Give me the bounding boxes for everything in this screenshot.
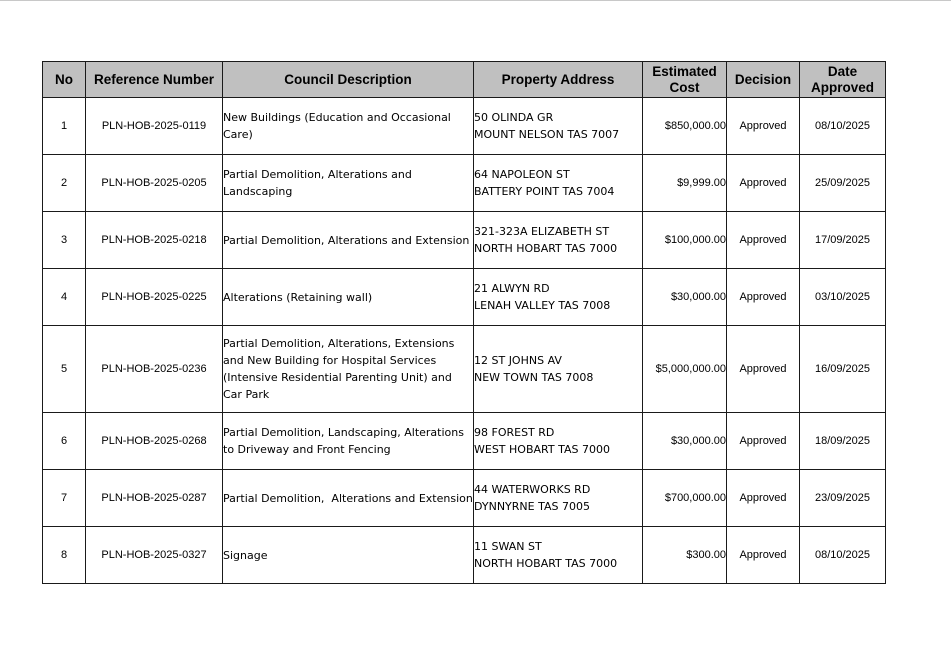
header-row [43, 62, 886, 98]
cell-reference-number: PLN-HOB-2025-0119 [86, 98, 223, 155]
cell-no: 6 [43, 413, 86, 470]
table-row [43, 98, 886, 155]
cell-decision: Approved [727, 155, 800, 212]
cell-council-description: Signage [223, 527, 474, 584]
cell-estimated-cost: $300.00 [643, 527, 727, 584]
cell-decision: Approved [727, 527, 800, 584]
header-date-approved [800, 62, 886, 98]
cell-reference-number: PLN-HOB-2025-0236 [86, 326, 223, 413]
header-property-address: Property Address [474, 62, 643, 98]
cell-property-address [474, 269, 643, 326]
cell-estimated-cost: $9,999.00 [643, 155, 727, 212]
cell-date-approved: 17/09/2025 [800, 212, 886, 269]
table-row [43, 326, 886, 413]
cell-decision: Approved [727, 326, 800, 413]
cell-estimated-cost: $30,000.00 [643, 413, 727, 470]
cell-reference-number: PLN-HOB-2025-0225 [86, 269, 223, 326]
table-row [43, 212, 886, 269]
address-street: 64 NAPOLEON ST [474, 168, 570, 181]
cell-council-description: Alterations (Retaining wall) [223, 269, 474, 326]
table-header [43, 62, 886, 98]
address-street: 50 OLINDA GR [474, 111, 554, 124]
cell-date-approved: 25/09/2025 [800, 155, 886, 212]
address-street: 98 FOREST RD [474, 426, 555, 439]
address-suburb: NORTH HOBART TAS 7000 [474, 557, 618, 570]
cell-council-description: Partial Demolition, Alterations and Extension [223, 212, 474, 269]
address-suburb: BATTERY POINT TAS 7004 [474, 185, 615, 198]
table-row [43, 413, 886, 470]
address-street: 44 WATERWORKS RD [474, 483, 591, 496]
address-street: 21 ALWYN RD [474, 282, 550, 295]
cell-decision: Approved [727, 98, 800, 155]
cell-property-address [474, 212, 643, 269]
cell-no: 5 [43, 326, 86, 413]
cell-estimated-cost: $700,000.00 [643, 470, 727, 527]
address-suburb: NEW TOWN TAS 7008 [474, 371, 594, 384]
cell-estimated-cost: $850,000.00 [643, 98, 727, 155]
header-reference-number: Reference Number [86, 62, 223, 98]
header-date-approved-line2: Approved [810, 79, 874, 95]
cell-reference-number: PLN-HOB-2025-0327 [86, 527, 223, 584]
table-row [43, 470, 886, 527]
cell-council-description: Partial Demolition, Landscaping, Alterations to Driveway and Front Fencing [223, 413, 474, 470]
cell-property-address [474, 413, 643, 470]
header-no: No [43, 62, 86, 98]
address-suburb: DYNNYRNE TAS 7005 [474, 500, 590, 513]
cell-date-approved: 23/09/2025 [800, 470, 886, 527]
table-body [43, 98, 886, 584]
cell-date-approved: 08/10/2025 [800, 527, 886, 584]
cell-no: 2 [43, 155, 86, 212]
address-street: 11 SWAN ST [474, 540, 542, 553]
cell-reference-number: PLN-HOB-2025-0205 [86, 155, 223, 212]
table-row [43, 269, 886, 326]
cell-decision: Approved [727, 470, 800, 527]
header-council-description: Council Description [223, 62, 474, 98]
cell-property-address [474, 527, 643, 584]
cell-council-description: Partial Demolition, Alterations and Extension [223, 470, 474, 527]
cell-estimated-cost: $100,000.00 [643, 212, 727, 269]
cell-council-description: New Buildings (Education and Occasional Care) [223, 98, 474, 155]
table-row [43, 527, 886, 584]
cell-decision: Approved [727, 413, 800, 470]
cell-no: 3 [43, 212, 86, 269]
address-suburb: LENAH VALLEY TAS 7008 [474, 299, 611, 312]
cell-council-description: Partial Demolition, Alterations, Extensions and New Building for Hospital Services (Intensive Residential Parenting Unit) and Car Park [223, 326, 474, 413]
cell-date-approved: 18/09/2025 [800, 413, 886, 470]
cell-no: 7 [43, 470, 86, 527]
address-suburb: WEST HOBART TAS 7000 [474, 443, 610, 456]
cell-reference-number: PLN-HOB-2025-0268 [86, 413, 223, 470]
address-street: 12 ST JOHNS AV [474, 354, 562, 367]
cell-reference-number: PLN-HOB-2025-0287 [86, 470, 223, 527]
cell-property-address [474, 155, 643, 212]
address-suburb: NORTH HOBART TAS 7000 [474, 242, 618, 255]
header-estimated-cost-line2: Cost [669, 79, 700, 95]
cell-estimated-cost: $30,000.00 [643, 269, 727, 326]
header-estimated-cost-line1: Estimated [652, 63, 717, 79]
address-suburb: MOUNT NELSON TAS 7007 [474, 128, 620, 141]
header-estimated-cost [643, 62, 727, 98]
cell-property-address [474, 470, 643, 527]
cell-date-approved: 08/10/2025 [800, 98, 886, 155]
cell-estimated-cost: $5,000,000.00 [643, 326, 727, 413]
header-date-approved-line1: Date [827, 63, 858, 79]
header-decision: Decision [727, 62, 800, 98]
cell-date-approved: 03/10/2025 [800, 269, 886, 326]
table-row [43, 155, 886, 212]
cell-no: 4 [43, 269, 86, 326]
page-top-rule [0, 0, 951, 1]
cell-property-address [474, 98, 643, 155]
cell-no: 1 [43, 98, 86, 155]
cell-date-approved: 16/09/2025 [800, 326, 886, 413]
cell-property-address [474, 326, 643, 413]
cell-no: 8 [43, 527, 86, 584]
address-street: 321-323A ELIZABETH ST [474, 225, 610, 238]
planning-approvals-table [42, 61, 886, 584]
cell-reference-number: PLN-HOB-2025-0218 [86, 212, 223, 269]
cell-decision: Approved [727, 212, 800, 269]
cell-council-description: Partial Demolition, Alterations and Landscaping [223, 155, 474, 212]
cell-decision: Approved [727, 269, 800, 326]
